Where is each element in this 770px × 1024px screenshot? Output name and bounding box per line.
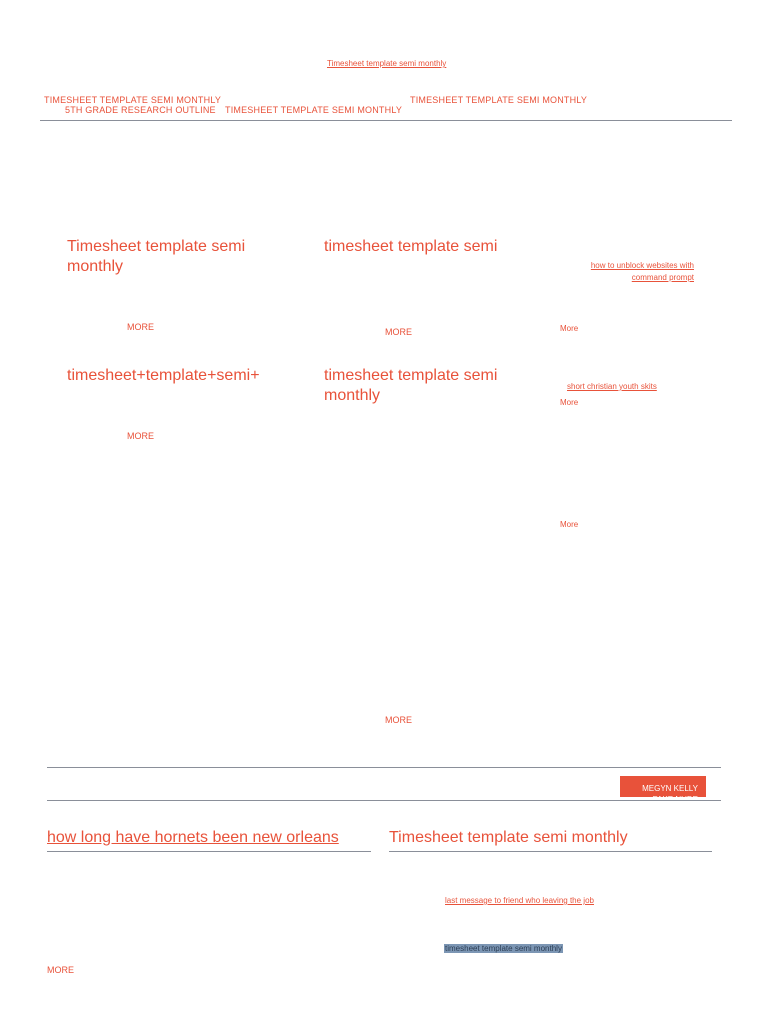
top-link[interactable]: Timesheet template semi monthly — [327, 59, 447, 68]
post-more-1[interactable]: MORE — [127, 322, 154, 332]
footer-link-message[interactable]: last message to friend who leaving the job — [445, 896, 594, 905]
header-divider — [40, 120, 732, 121]
post-more-3[interactable]: MORE — [127, 431, 154, 441]
footer-divider-bottom — [47, 800, 721, 801]
nav-item-timesheet-3[interactable]: TIMESHEET TEMPLATE SEMI MONTHLY — [410, 95, 588, 105]
post-title-3[interactable]: timesheet+template+semi+ — [67, 367, 260, 384]
nav-item-research-outline[interactable]: 5TH GRADE RESEARCH OUTLINE — [65, 105, 216, 115]
footer-divider-top — [47, 767, 721, 768]
footer-more[interactable]: MORE — [47, 965, 74, 975]
post-title-4[interactable]: timesheet template semi monthly — [324, 367, 498, 404]
nav-item-timesheet-2[interactable]: TIMESHEET TEMPLATE SEMI MONTHLY — [225, 105, 403, 115]
promo-button[interactable]: MEGYN KELLY — [620, 776, 706, 797]
sidebar-link-unblock[interactable]: how to unblock websites with command prompt — [590, 261, 694, 282]
post-title-2[interactable]: timesheet template semi — [324, 238, 498, 255]
sidebar-more-2[interactable]: More — [560, 398, 579, 407]
post-more-4[interactable]: MORE — [385, 715, 412, 725]
sidebar-link-skits[interactable]: short christian youth skits — [567, 382, 657, 391]
post-more-2[interactable]: MORE — [385, 327, 412, 337]
footer-heading-left-rule — [47, 851, 371, 852]
sidebar-more-3[interactable]: More — [560, 520, 579, 529]
sidebar-more-1[interactable]: More — [560, 324, 579, 333]
post-title-1[interactable]: Timesheet template semi monthly — [67, 238, 246, 275]
footer-highlight-text: timesheet template semi monthly — [445, 944, 562, 953]
footer-heading-left[interactable]: how long have hornets been new orleans — [47, 829, 339, 846]
footer-heading-right-rule — [389, 851, 712, 852]
nav-item-timesheet-1[interactable]: TIMESHEET TEMPLATE SEMI MONTHLY — [44, 95, 222, 105]
footer-heading-right: Timesheet template semi monthly — [389, 829, 628, 846]
